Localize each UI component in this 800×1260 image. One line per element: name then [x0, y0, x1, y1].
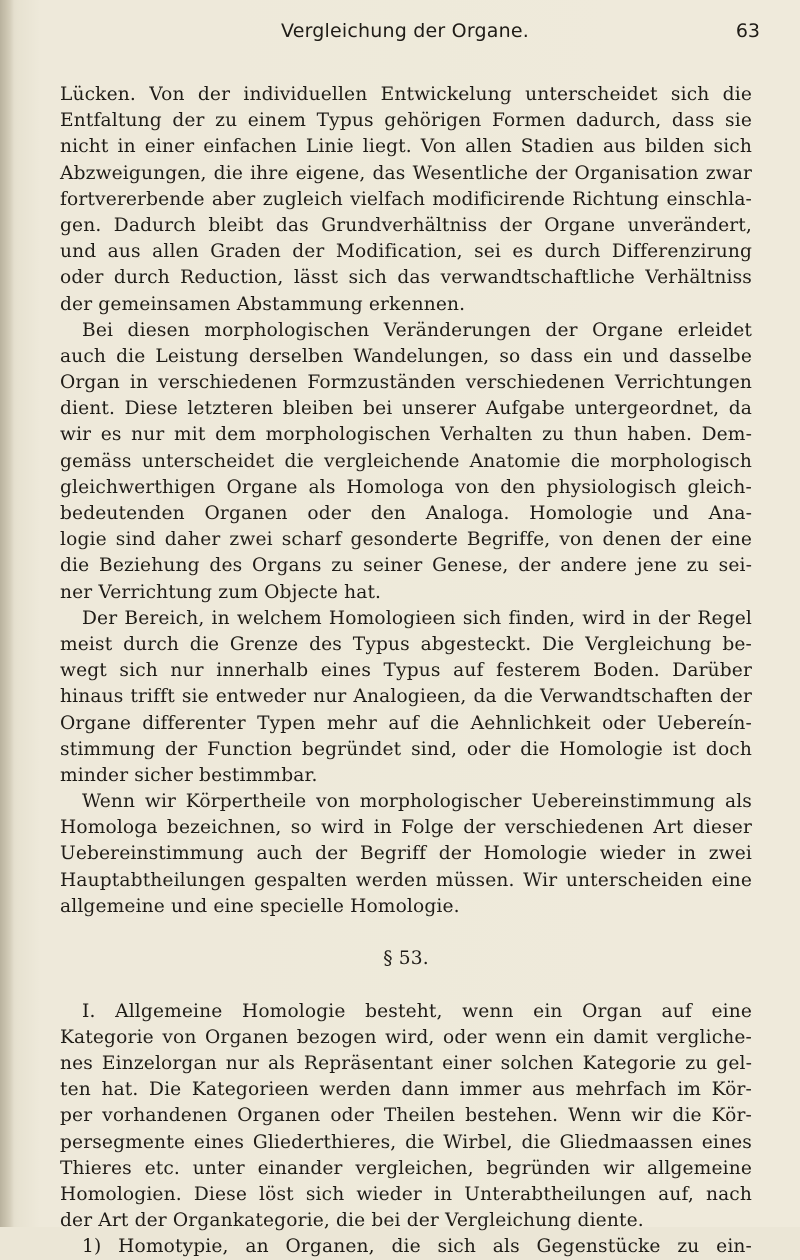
text-line: Der Bereich, in welchem Homologieen sich finden, wird in der Regel — [82, 607, 752, 629]
text-line: der gemeinsamen Abstammung erkennen. — [60, 293, 466, 315]
text-line: Homologa bezeichnen, so wird in Folge der verschiedenen Art dieser — [60, 817, 752, 839]
text-line: Kategorie von Organen bezogen wird, oder wenn ein damit vergliche- — [60, 1026, 752, 1048]
text-line: Organ in verschiedenen Formzuständen verschiedenen Verrichtungen — [60, 372, 752, 394]
text-line: gleichwerthigen Organe als Homologa von den physiologisch gleich- — [60, 476, 752, 498]
text-line: gemäss unterscheidet die vergleichende Anatomie die morphologisch — [60, 450, 752, 472]
page-header — [0, 20, 800, 50]
text-line: nes Einzelorgan nur als Repräsentant einer solchen Kategorie zu gel- — [60, 1052, 752, 1074]
text-line: Lücken. Von der individuellen Entwickelung unterscheidet sich die — [60, 84, 752, 105]
text-line: die Beziehung des Organs zu seiner Genese, der andere jene zu sei- — [60, 555, 752, 577]
text-line: stimmung der Function begründet sind, oder die Homologie ist doch — [60, 738, 752, 760]
text-line: Wenn wir Körpertheile von morphologischer Uebereinstimmung als — [82, 791, 752, 813]
page-number: 63 — [735, 20, 760, 42]
text-line: nicht in einer einfachen Linie liegt. Von allen Stadien aus bilden sich — [60, 136, 752, 158]
text-line: persegmente eines Gliederthieres, die Wirbel, die Gliedmaassen eines — [60, 1131, 752, 1153]
text-line: Bei diesen morphologischen Veränderungen der Organe erleidet — [82, 319, 752, 341]
text-line: ten hat. Die Kategorieen werden dann immer aus mehrfach im Kör- — [60, 1079, 752, 1101]
text-line: per vorhandenen Organen oder Theilen bestehen. Wenn wir die Kör- — [60, 1105, 752, 1127]
text-line: 1) Homotypie, an Organen, die sich als Gegenstücke zu ein- — [82, 1236, 752, 1258]
text-line: Thieres etc. unter einander vergleichen, begründen wir allgemeine — [60, 1157, 752, 1179]
text-line: und aus allen Graden der Modification, sei es durch Differenzirung — [60, 241, 752, 263]
text-line: dient. Diese letzteren bleiben bei unserer Aufgabe untergeordnet, da — [60, 398, 752, 420]
text-line: auch die Leistung derselben Wandelungen, so dass ein und dasselbe — [60, 345, 752, 367]
section-heading: § 53. — [383, 948, 429, 970]
text-line: allgemeine und eine specielle Homologie. — [60, 895, 460, 917]
text-line: logie sind daher zwei scharf gesonderte Begriffe, von denen der eine — [60, 529, 752, 551]
text-line: Organe differenter Typen mehr auf die Aehnlichkeit oder Uebereín- — [60, 712, 752, 734]
text-line: Hauptabtheilungen gespalten werden müssen. Wir unterscheiden eine — [60, 869, 752, 891]
text-line: hinaus trifft sie entweder nur Analogieen, da die Verwandtschaften der — [60, 686, 752, 708]
text-line: fortvererbende aber zugleich vielfach modificirende Richtung einschla- — [60, 188, 752, 210]
text-line: gen. Dadurch bleibt das Grundverhältniss der Organe unverändert, — [60, 214, 752, 236]
body-text — [60, 82, 752, 1260]
text-line: wegt sich nur innerhalb eines Typus auf festerem Boden. Darüber — [60, 660, 752, 682]
text-line: wir es nur mit dem morphologischen Verhalten zu thun haben. Dem- — [60, 424, 752, 446]
text-line: I. Allgemeine Homologie besteht, wenn ein Organ auf eine — [82, 1000, 752, 1022]
text-line: minder sicher bestimmbar. — [60, 764, 318, 786]
text-line: ner Verrichtung zum Objecte hat. — [60, 581, 382, 603]
text-line: Abzweigungen, die ihre eigene, das Wesentliche der Organisation zwar — [60, 162, 752, 184]
text-line: Homologien. Diese löst sich wieder in Unterabtheilungen auf, nach — [60, 1183, 752, 1205]
text-line: Uebereinstimmung auch der Begriff der Homologie wieder in zwei — [60, 843, 752, 865]
text-line: oder durch Reduction, lässt sich das verwandtschaftliche Verhältniss — [60, 267, 752, 289]
text-line — [60, 972, 752, 998]
text-line: bedeutenden Organen oder den Analoga. Homologie und Ana- — [60, 503, 752, 524]
text-line — [60, 920, 752, 946]
running-title: Vergleichung der Organe. — [281, 20, 529, 42]
text-line: meist durch die Grenze des Typus abgesteckt. Die Vergleichung be- — [60, 633, 752, 655]
page-gutter — [0, 0, 14, 1227]
text-line: der Art der Organkategorie, die bei der Vergleichung diente. — [60, 1210, 644, 1232]
text-line: Entfaltung der zu einem Typus gehörigen Formen dadurch, dass sie — [60, 110, 752, 132]
